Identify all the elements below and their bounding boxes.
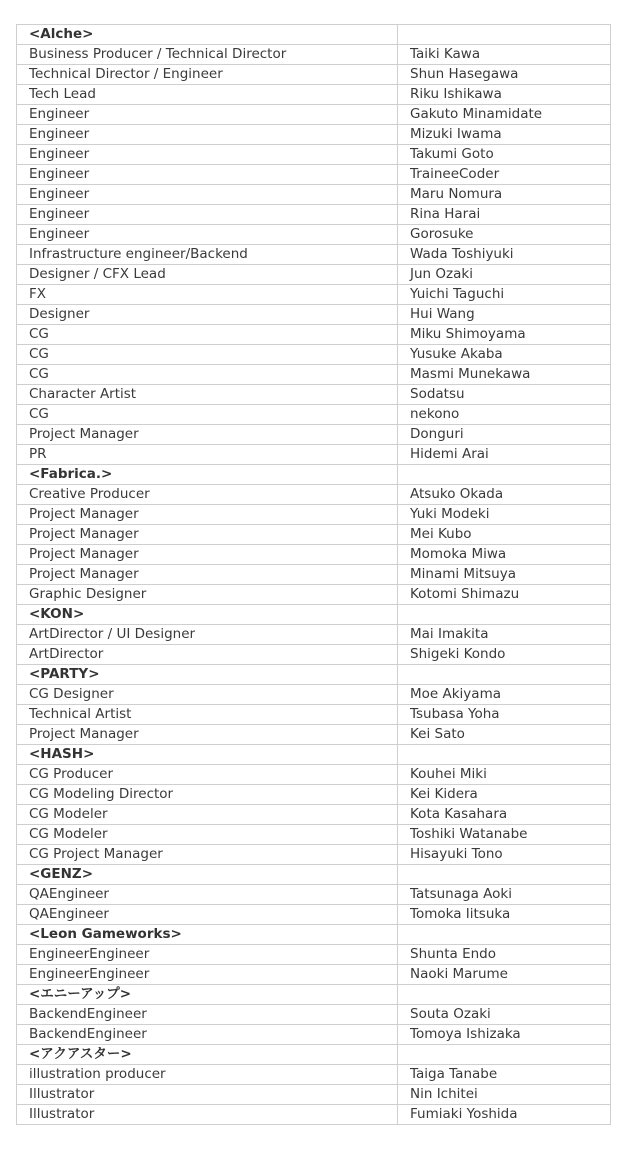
name-cell: Kotomi Shimazu — [398, 585, 611, 605]
role-cell: QAEngineer — [17, 905, 398, 925]
credit-row — [17, 1065, 611, 1085]
role-cell: Illustrator — [17, 1085, 398, 1105]
role-cell: QAEngineer — [17, 885, 398, 905]
credit-row — [17, 405, 611, 425]
role-cell: EngineerEngineer — [17, 965, 398, 985]
section-title: <アクアスター> — [17, 1045, 398, 1065]
role-cell: CG — [17, 345, 398, 365]
credit-row — [17, 845, 611, 865]
name-cell: nekono — [398, 405, 611, 425]
name-cell: Shunta Endo — [398, 945, 611, 965]
credit-row — [17, 225, 611, 245]
credit-row — [17, 965, 611, 985]
role-cell: Engineer — [17, 205, 398, 225]
role-cell: CG — [17, 325, 398, 345]
name-cell: Tsubasa Yoha — [398, 705, 611, 725]
role-cell: Infrastructure engineer/Backend — [17, 245, 398, 265]
name-cell: Gakuto Minamidate — [398, 105, 611, 125]
credit-row — [17, 105, 611, 125]
credit-row — [17, 545, 611, 565]
section-header-row — [17, 865, 611, 885]
section-title: <KON> — [17, 605, 398, 625]
credit-row — [17, 625, 611, 645]
role-cell: CG — [17, 365, 398, 385]
role-cell: Engineer — [17, 185, 398, 205]
name-cell: Yuki Modeki — [398, 505, 611, 525]
role-cell: Engineer — [17, 125, 398, 145]
credit-row — [17, 325, 611, 345]
role-cell: BackendEngineer — [17, 1025, 398, 1045]
name-cell: Donguri — [398, 425, 611, 445]
name-cell: Mai Imakita — [398, 625, 611, 645]
role-cell: Engineer — [17, 145, 398, 165]
credit-row — [17, 145, 611, 165]
section-header-row — [17, 1045, 611, 1065]
role-cell: Project Manager — [17, 425, 398, 445]
name-cell: Yuichi Taguchi — [398, 285, 611, 305]
section-title: <Leon Gameworks> — [17, 925, 398, 945]
role-cell: CG — [17, 405, 398, 425]
name-cell: Hui Wang — [398, 305, 611, 325]
credit-row — [17, 1085, 611, 1105]
name-cell: Kei Sato — [398, 725, 611, 745]
credit-row — [17, 885, 611, 905]
credit-row — [17, 705, 611, 725]
role-cell: EngineerEngineer — [17, 945, 398, 965]
section-empty-cell — [398, 985, 611, 1005]
name-cell: Wada Toshiyuki — [398, 245, 611, 265]
credit-row — [17, 85, 611, 105]
name-cell: TraineeCoder — [398, 165, 611, 185]
name-cell: Hidemi Arai — [398, 445, 611, 465]
credits-container — [16, 24, 610, 1125]
name-cell: Yusuke Akaba — [398, 345, 611, 365]
role-cell: CG Modeler — [17, 825, 398, 845]
role-cell: ArtDirector — [17, 645, 398, 665]
section-header-row — [17, 465, 611, 485]
name-cell: Shigeki Kondo — [398, 645, 611, 665]
name-cell: Kouhei Miki — [398, 765, 611, 785]
credit-row — [17, 945, 611, 965]
role-cell: Engineer — [17, 225, 398, 245]
role-cell: CG Designer — [17, 685, 398, 705]
role-cell: Designer / CFX Lead — [17, 265, 398, 285]
credit-row — [17, 285, 611, 305]
credit-row — [17, 305, 611, 325]
role-cell: Tech Lead — [17, 85, 398, 105]
name-cell: Miku Shimoyama — [398, 325, 611, 345]
credit-row — [17, 165, 611, 185]
role-cell: Technical Artist — [17, 705, 398, 725]
name-cell: Shun Hasegawa — [398, 65, 611, 85]
credit-row — [17, 65, 611, 85]
name-cell: Nin Ichitei — [398, 1085, 611, 1105]
section-title: <Fabrica.> — [17, 465, 398, 485]
credit-row — [17, 765, 611, 785]
credit-row — [17, 445, 611, 465]
credit-row — [17, 245, 611, 265]
section-header-row — [17, 25, 611, 45]
role-cell: BackendEngineer — [17, 1005, 398, 1025]
name-cell: Mizuki Iwama — [398, 125, 611, 145]
credit-row — [17, 485, 611, 505]
role-cell: Project Manager — [17, 505, 398, 525]
credit-row — [17, 785, 611, 805]
name-cell: Souta Ozaki — [398, 1005, 611, 1025]
name-cell: Mei Kubo — [398, 525, 611, 545]
role-cell: PR — [17, 445, 398, 465]
role-cell: illustration producer — [17, 1065, 398, 1085]
credit-row — [17, 825, 611, 845]
role-cell: Project Manager — [17, 545, 398, 565]
credit-row — [17, 805, 611, 825]
role-cell: CG Project Manager — [17, 845, 398, 865]
role-cell: Designer — [17, 305, 398, 325]
role-cell: Project Manager — [17, 565, 398, 585]
credit-row — [17, 685, 611, 705]
credit-row — [17, 725, 611, 745]
section-empty-cell — [398, 1045, 611, 1065]
section-header-row — [17, 985, 611, 1005]
name-cell: Masmi Munekawa — [398, 365, 611, 385]
section-title: <Alche> — [17, 25, 398, 45]
name-cell: Jun Ozaki — [398, 265, 611, 285]
role-cell: Character Artist — [17, 385, 398, 405]
credit-row — [17, 905, 611, 925]
role-cell: Graphic Designer — [17, 585, 398, 605]
section-header-row — [17, 665, 611, 685]
name-cell: Rina Harai — [398, 205, 611, 225]
name-cell: Momoka Miwa — [398, 545, 611, 565]
section-empty-cell — [398, 25, 611, 45]
section-empty-cell — [398, 665, 611, 685]
name-cell: Maru Nomura — [398, 185, 611, 205]
section-header-row — [17, 745, 611, 765]
credits-table — [16, 24, 611, 1125]
name-cell: Naoki Marume — [398, 965, 611, 985]
section-header-row — [17, 925, 611, 945]
name-cell: Gorosuke — [398, 225, 611, 245]
section-title: <PARTY> — [17, 665, 398, 685]
name-cell: Hisayuki Tono — [398, 845, 611, 865]
name-cell: Moe Akiyama — [398, 685, 611, 705]
section-header-row — [17, 605, 611, 625]
credit-row — [17, 1025, 611, 1045]
credit-row — [17, 645, 611, 665]
role-cell: Engineer — [17, 105, 398, 125]
role-cell: Project Manager — [17, 525, 398, 545]
name-cell: Fumiaki Yoshida — [398, 1105, 611, 1125]
role-cell: Engineer — [17, 165, 398, 185]
name-cell: Takumi Goto — [398, 145, 611, 165]
credit-row — [17, 45, 611, 65]
credit-row — [17, 185, 611, 205]
role-cell: Illustrator — [17, 1105, 398, 1125]
name-cell: Kota Kasahara — [398, 805, 611, 825]
role-cell: Technical Director / Engineer — [17, 65, 398, 85]
credit-row — [17, 125, 611, 145]
credit-row — [17, 345, 611, 365]
name-cell: Riku Ishikawa — [398, 85, 611, 105]
credit-row — [17, 385, 611, 405]
section-empty-cell — [398, 865, 611, 885]
credits-table-body — [17, 25, 611, 1125]
name-cell: Toshiki Watanabe — [398, 825, 611, 845]
name-cell: Kei Kidera — [398, 785, 611, 805]
role-cell: Business Producer / Technical Director — [17, 45, 398, 65]
credit-row — [17, 1005, 611, 1025]
name-cell: Sodatsu — [398, 385, 611, 405]
role-cell: CG Modeler — [17, 805, 398, 825]
section-empty-cell — [398, 465, 611, 485]
name-cell: Taiga Tanabe — [398, 1065, 611, 1085]
name-cell: Tatsunaga Aoki — [398, 885, 611, 905]
credit-row — [17, 365, 611, 385]
role-cell: CG Producer — [17, 765, 398, 785]
section-title: <GENZ> — [17, 865, 398, 885]
role-cell: CG Modeling Director — [17, 785, 398, 805]
name-cell: Taiki Kawa — [398, 45, 611, 65]
credit-row — [17, 265, 611, 285]
name-cell: Tomoka Iitsuka — [398, 905, 611, 925]
name-cell: Atsuko Okada — [398, 485, 611, 505]
role-cell: Project Manager — [17, 725, 398, 745]
credit-row — [17, 565, 611, 585]
role-cell: FX — [17, 285, 398, 305]
credit-row — [17, 205, 611, 225]
role-cell: Creative Producer — [17, 485, 398, 505]
section-empty-cell — [398, 605, 611, 625]
section-empty-cell — [398, 745, 611, 765]
credit-row — [17, 425, 611, 445]
name-cell: Minami Mitsuya — [398, 565, 611, 585]
credit-row — [17, 585, 611, 605]
credit-row — [17, 505, 611, 525]
credit-row — [17, 525, 611, 545]
name-cell: Tomoya Ishizaka — [398, 1025, 611, 1045]
credit-row — [17, 1105, 611, 1125]
section-title: <エニーアップ> — [17, 985, 398, 1005]
section-title: <HASH> — [17, 745, 398, 765]
section-empty-cell — [398, 925, 611, 945]
role-cell: ArtDirector / UI Designer — [17, 625, 398, 645]
